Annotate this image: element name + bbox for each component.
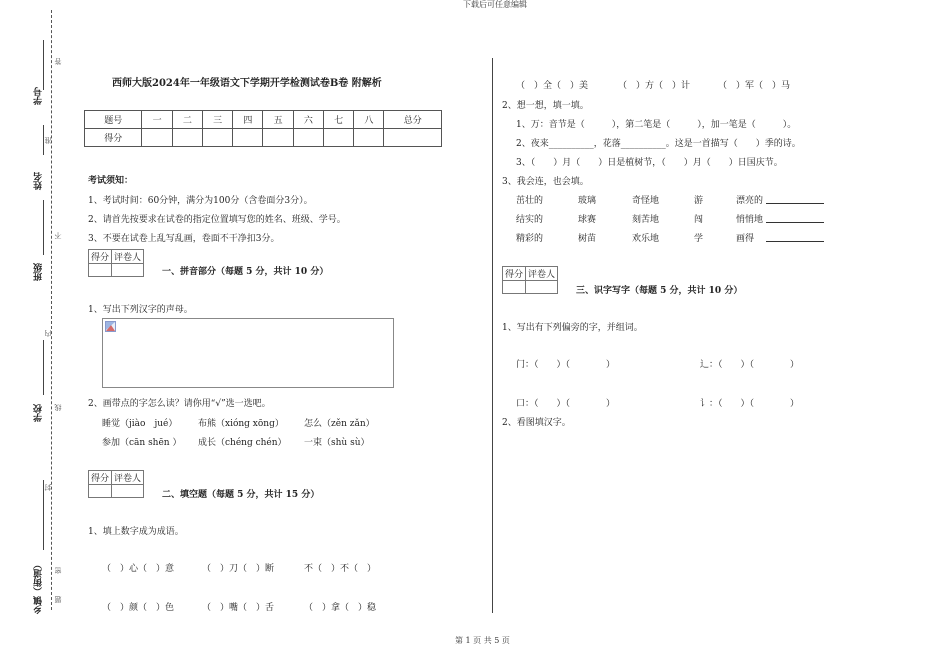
answer-underline[interactable] [766,222,824,223]
score-input-cell[interactable] [263,129,293,147]
question-text: 2、画带点的字怎么读？请你用“√”选一选吧。 [88,399,271,409]
match-word[interactable]: 悄悄地 [736,215,764,225]
match-word[interactable]: 刻苦地 [632,215,660,225]
grader-cell[interactable] [526,281,558,294]
match-word[interactable]: 精彩的 [516,234,544,244]
match-word[interactable]: 闯 [694,215,704,225]
score-input-cell[interactable] [384,129,442,147]
binding-mark: 不 [54,232,62,239]
page-footer: 第 1 页 共 5 页 [455,636,510,645]
answer-underline[interactable] [766,241,824,242]
grader-cell[interactable] [112,485,144,498]
label-school: 学校 [34,404,44,422]
table-cell: 八 [354,111,384,129]
binding-mark: 线 [54,404,62,411]
radical-blank[interactable]: 门：（ ）（ ） [516,360,616,370]
section-title: 三、识字写字（每题 5 分，共计 10 分） [576,286,743,296]
binding-mark: 内 [44,330,52,337]
notice-item: 2、请首先按要求在试卷的指定位置填写您的姓名、班级、学号。 [88,215,346,225]
radical-blank[interactable]: 讠：（ ）（ ） [700,399,800,409]
table-cell: 一 [142,111,172,129]
table-cell: 五 [263,111,293,129]
score-input-cell[interactable] [172,129,202,147]
score-box-cell[interactable] [89,264,112,277]
section-title: 二、填空题（每题 5 分，共计 15 分） [162,490,320,500]
answer-underline[interactable] [766,203,824,204]
score-input-cell[interactable] [323,129,353,147]
question-text: 2、想一想，填一填。 [502,101,589,111]
match-word[interactable]: 画得 [736,234,755,244]
header-note: 下载后可任意编辑 [463,0,527,9]
match-word[interactable]: 结实的 [516,215,544,225]
binding-rule [43,340,44,395]
match-word[interactable]: 欢乐地 [632,234,660,244]
binding-rule [43,40,44,90]
idiom-blank[interactable]: （ ）军（ ）马 [718,81,791,91]
score-input-cell[interactable] [142,129,172,147]
binding-mark: 准 [44,137,52,144]
pinyin-choice[interactable]: 睡觉（jiào jué） [102,419,178,429]
question-text: 3、我会连，也会填。 [502,177,589,187]
score-table [84,110,442,147]
fill-blank-item[interactable]: 1、万：音节是（ ），第二笔是（ ），加一笔是（ ）。 [516,120,797,130]
notice-item: 1、考试时间：60分钟，满分为100分（含卷面分3分）。 [88,196,313,206]
table-cell: 总分 [384,111,442,129]
match-word[interactable]: 玻璃 [578,196,597,206]
pinyin-choice[interactable]: 一束（shù sù） [304,438,370,448]
score-input-cell[interactable] [293,129,323,147]
fill-blank-item[interactable]: 3、（ ）月（ ）日是植树节，（ ）月（ ）日国庆节。 [516,158,783,168]
idiom-blank[interactable]: （ ）心（ ）意 [102,564,175,574]
column-divider [492,58,493,613]
pinyin-choice[interactable]: 参加（cān shēn ） [102,438,182,448]
grader-cell[interactable] [112,264,144,277]
table-cell: 七 [323,111,353,129]
score-table-score-row [85,129,442,147]
match-word[interactable]: 游 [694,196,704,206]
score-input-cell[interactable] [202,129,232,147]
question-text: 1、写出有下列偏旁的字，并组词。 [502,323,643,333]
label-name: 姓名 [34,172,44,190]
match-word[interactable]: 球赛 [578,215,597,225]
table-cell: 六 [293,111,323,129]
label-class: 班级 [34,263,44,281]
notice-item: 3、不要在试卷上乱写乱画，卷面不干净扣3分。 [88,234,280,244]
binding-rule [43,200,44,255]
notice-heading: 考试须知： [88,176,134,186]
binding-mark: 答 [54,58,62,65]
score-box-label: 得分 [89,250,112,264]
pinyin-choice[interactable]: 成长（chéng chén） [198,438,287,448]
score-box [502,266,558,294]
question-image [102,318,394,388]
broken-image-icon [105,321,117,333]
radical-blank[interactable]: 口：（ ）（ ） [516,399,616,409]
radical-blank[interactable]: 辶：（ ）（ ） [700,360,800,370]
score-box [88,249,144,277]
idiom-blank[interactable]: （ ）颜（ ）色 [102,603,175,613]
label-township: 乡镇（街道） [34,560,44,614]
table-cell: 题号 [85,111,142,129]
score-box-cell[interactable] [89,485,112,498]
table-cell: 得分 [85,129,142,147]
idiom-blank[interactable]: （ ）嘴（ ）舌 [202,603,275,613]
question-text: 1、填上数字成为成语。 [88,527,184,537]
question-text: 1、写出下列汉字的声母。 [88,305,193,315]
section-title: 一、拼音部分（每题 5 分，共计 10 分） [162,267,329,277]
table-cell: 二 [172,111,202,129]
grader-label: 评卷人 [112,471,144,485]
label-student-id: 学号 [34,87,44,105]
idiom-blank[interactable]: （ ）方（ ）计 [618,81,691,91]
table-cell: 三 [202,111,232,129]
table-cell: 四 [233,111,263,129]
binding-mark: 密 [54,567,62,574]
match-word[interactable]: 学 [694,234,704,244]
score-box [88,470,144,498]
question-text: 2、看图填汉字。 [502,418,571,428]
pinyin-choice[interactable]: 布熊（xióng xōng） [198,419,284,429]
score-table-header-row [85,111,442,129]
idiom-blank[interactable]: （ ）刀（ ）断 [202,564,275,574]
grader-label: 评卷人 [112,250,144,264]
match-word[interactable]: 奇怪地 [632,196,660,206]
binding-mark: 封 [44,484,52,491]
score-box-label: 得分 [89,471,112,485]
pinyin-choice[interactable]: 怎么（zěn zǎn） [304,419,375,429]
match-word[interactable]: 树苗 [578,234,597,244]
binding-mark: 题 [54,596,62,603]
page-title: 西师大版2024年一年级语文下学期开学检测试卷B卷 附解析 [112,78,382,89]
idiom-blank[interactable]: （ ）全（ ）美 [516,81,589,91]
score-input-cell[interactable] [354,129,384,147]
idiom-blank[interactable]: （ ）拿（ ）稳 [304,603,377,613]
binding-dashed-line [51,10,52,610]
score-box-cell[interactable] [503,281,526,294]
match-word[interactable]: 漂亮的 [736,196,764,206]
match-word[interactable]: 茁壮的 [516,196,544,206]
idiom-blank[interactable]: 不（ ）不（ ） [304,564,377,574]
fill-blank-item[interactable]: 2、夜来__________，花落__________。这是一首描写（ ）季的诗。 [516,139,801,149]
grader-label: 评卷人 [526,267,558,281]
score-input-cell[interactable] [233,129,263,147]
score-box-label: 得分 [503,267,526,281]
